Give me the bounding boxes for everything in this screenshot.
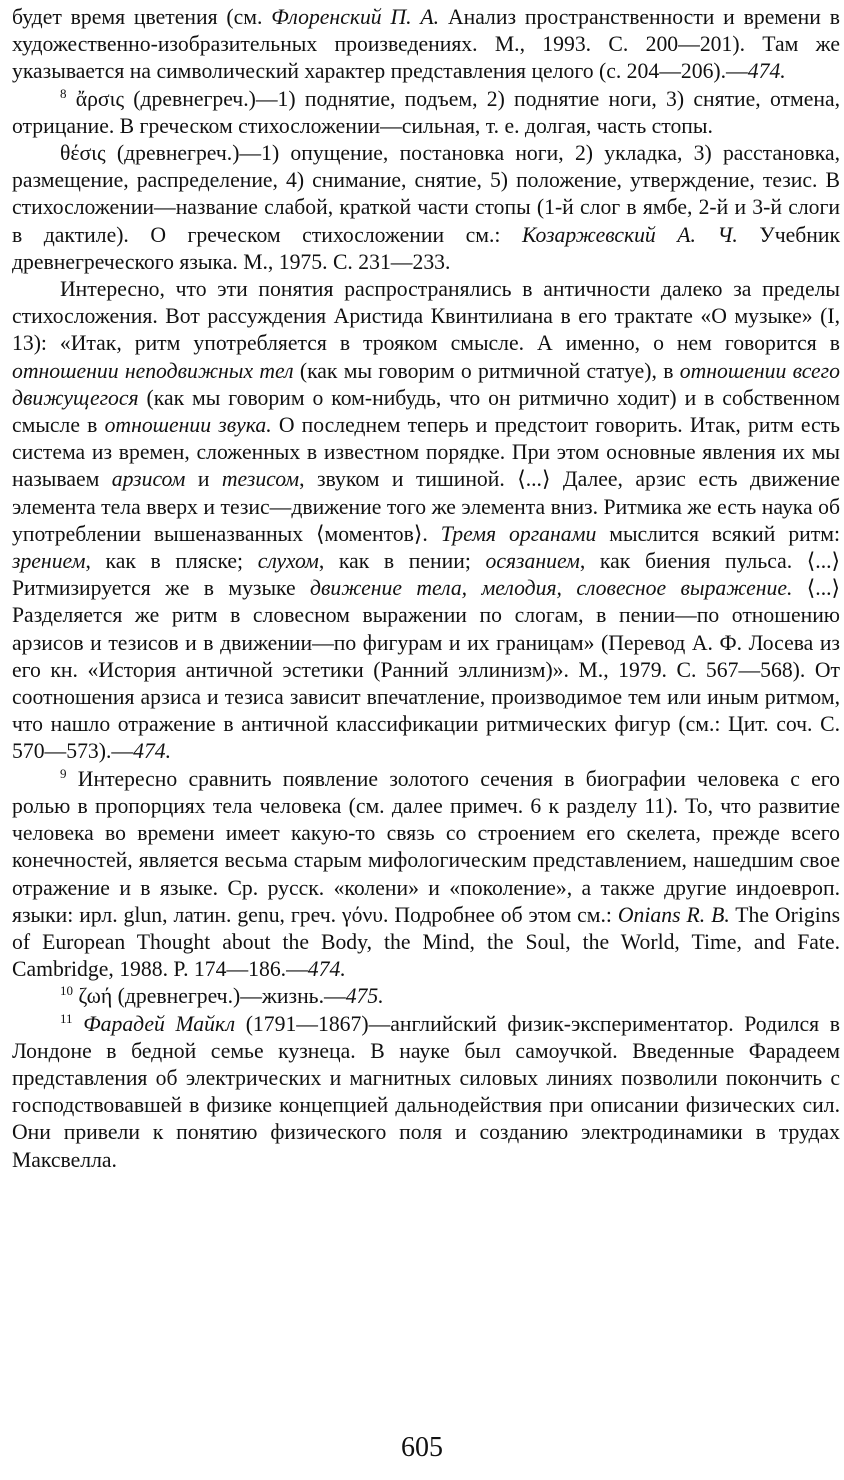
italic-text: отношении всего движущегося: [12, 358, 840, 410]
italic-text: Onians R. B.: [617, 902, 730, 927]
italic-text: отношении звука.: [104, 413, 272, 438]
paragraph: [12, 86, 840, 140]
paragraph: [12, 983, 840, 1010]
paragraph: [12, 766, 840, 984]
text-run: Анализ пространственности и времени в художественно-изобразительных произведениях. М., 1993. С. 200—201). Там же указывается на символический характер представления целого (с. 204—206).—: [12, 5, 840, 84]
paragraph: [12, 4, 840, 86]
text-run: The Origins of European Thought about the Body, the Mind, the Soul, the World, Time, and Fate. Cambridge, 1988. P. 174—186.—: [12, 902, 841, 982]
text-run: , звуком и тишиной. ⟨...⟩ Далее, арзис есть движение элемента тела вверх и тезис—движение того же элемента вниз. Ритмика же есть наука об употреблении вышеназванных ⟨моментов⟩.: [12, 467, 840, 546]
text-run: ζωή (древнегреч.)—жизнь.—: [73, 984, 346, 1009]
paragraph: [12, 140, 840, 276]
text-run: , как в пении;: [318, 549, 486, 574]
paragraph: [12, 1011, 840, 1174]
italic-text: арзисом: [111, 467, 186, 492]
text-run: и: [185, 467, 222, 492]
italic-text: зрением: [12, 549, 86, 574]
italic-text: осязанием: [485, 549, 580, 574]
text-run: Интересно, что эти понятия распространялись в античности далеко за пределы стихосложения. Вот рассуждения Аристида Квинтилиана в его трактате «О музыке» (I, 13): «Итак, ритм употребляется в трояком смысле. А именно, о нем говорится в: [12, 277, 840, 356]
text-run: , как в пляске;: [85, 549, 258, 574]
text-run: [73, 1012, 84, 1036]
text-run: , как биения пульса. ⟨...⟩ Ритмизируется же в музыке: [12, 549, 840, 601]
italic-text: 475.: [345, 984, 384, 1009]
text-run: ἄρσις (древнегреч.)—1) поднятие, подъем, 2) поднятие ноги, 3) снятие, отмена, отрицание. В греческом стихосложении—сильная, т. е. долгая, часть стопы.: [12, 86, 840, 138]
footnote-marker: 11: [60, 1010, 73, 1026]
text-run: θέσις (древнегреч.)—1) опущение, постановка ноги, 2) укладка, 3) расстановка, размещение, распределение, 4) снимание, снятие, 5) положение, утверждение, тезис. В стихосложении—название слабой, краткой части стопы (1-й слог в ямбе, 2-й и 3-й слоги в дактиле). О греческом стихосложении см.:: [12, 141, 840, 247]
text-run: О последнем теперь и предстоит говорить. Итак, ритм есть система из времен, сложенных в известном порядке. При этом основные явления их мы называем: [12, 413, 840, 492]
text-run: (как мы говорим о ком-нибудь, что он ритмично ходит) и в собственном смысле в: [12, 385, 840, 438]
italic-text: тезисом: [221, 467, 300, 492]
footnote-marker: 8: [60, 85, 67, 101]
footnote-marker: 10: [60, 983, 73, 999]
text-run: Интересно сравнить появление золотого сечения в биографии человека с его ролью в пропорциях тела человека (см. далее примеч. 6 к разделу 11). То, что развитие человека во времени имеет какую-то связь со строением его скелета, прежде всего конечностей, является весьма старым мифологическим представлением, нашедшим свое отражение и в языке. Ср. русск. «колени» и «поколение», а также другие индоевроп. языки: ирл. glun, латин. genu, греч. γόνυ. Подробнее об этом см.:: [12, 766, 840, 927]
text-run: Учебник древнегреческого языка. М., 1975. С. 231—233.: [12, 222, 841, 274]
page-body: [12, 4, 840, 1174]
italic-text: 474.: [747, 59, 786, 84]
text-run: будет время цветения (см.: [12, 5, 272, 29]
italic-text: Козаржевский А. Ч.: [521, 222, 738, 247]
text-run: (1791—1867)—английский физик-экспериментатор. Родился в Лондоне в бедной семье кузнеца. В науке был самоучкой. Введенные Фарадеем представления об электрических и магнитных силовых линиях позволили покончить с господствовавшей в физике концепцией дальнодействия при описании физических сил. Они привели к понятию физического поля и созданию электродинамики в трудах Максвелла.: [12, 1011, 840, 1172]
text-run: ⟨...⟩ Разделяется же ритм в словесном выражении по слогам, в пении—по отношению арзисов и тезисов и в движении—по фигурам и их границам» (Перевод А. Ф. Лосева из его кн. «История античной эстетики (Ранний эллинизм)». М., 1979. С. 567—568). От соотношения арзиса и тезиса зависит впечатление, производимое тем или иным ритмом, что нашло отражение в античной классификации ритмических фигур (см.: Цит. соч. С. 570—573).—: [12, 576, 840, 764]
italic-text: движение тела, мелодия, словесное выражение.: [310, 576, 793, 601]
italic-text: 474.: [133, 739, 172, 764]
footnote-marker: 9: [60, 765, 67, 781]
italic-text: Фарадей Майкл: [83, 1011, 236, 1036]
text-run: (как мы говорим о ритмичной статуе), в: [293, 358, 680, 383]
italic-text: слухом: [257, 549, 319, 574]
italic-text: отношении неподвижных тел: [12, 358, 294, 383]
italic-text: Тремя органами: [440, 521, 597, 546]
paragraph: [12, 276, 840, 766]
italic-text: 474.: [307, 957, 346, 982]
page-number: 605: [401, 1432, 443, 1463]
text-run: мыслится всякий ритм:: [596, 521, 840, 546]
italic-text: Флоренский П. А.: [271, 5, 440, 29]
